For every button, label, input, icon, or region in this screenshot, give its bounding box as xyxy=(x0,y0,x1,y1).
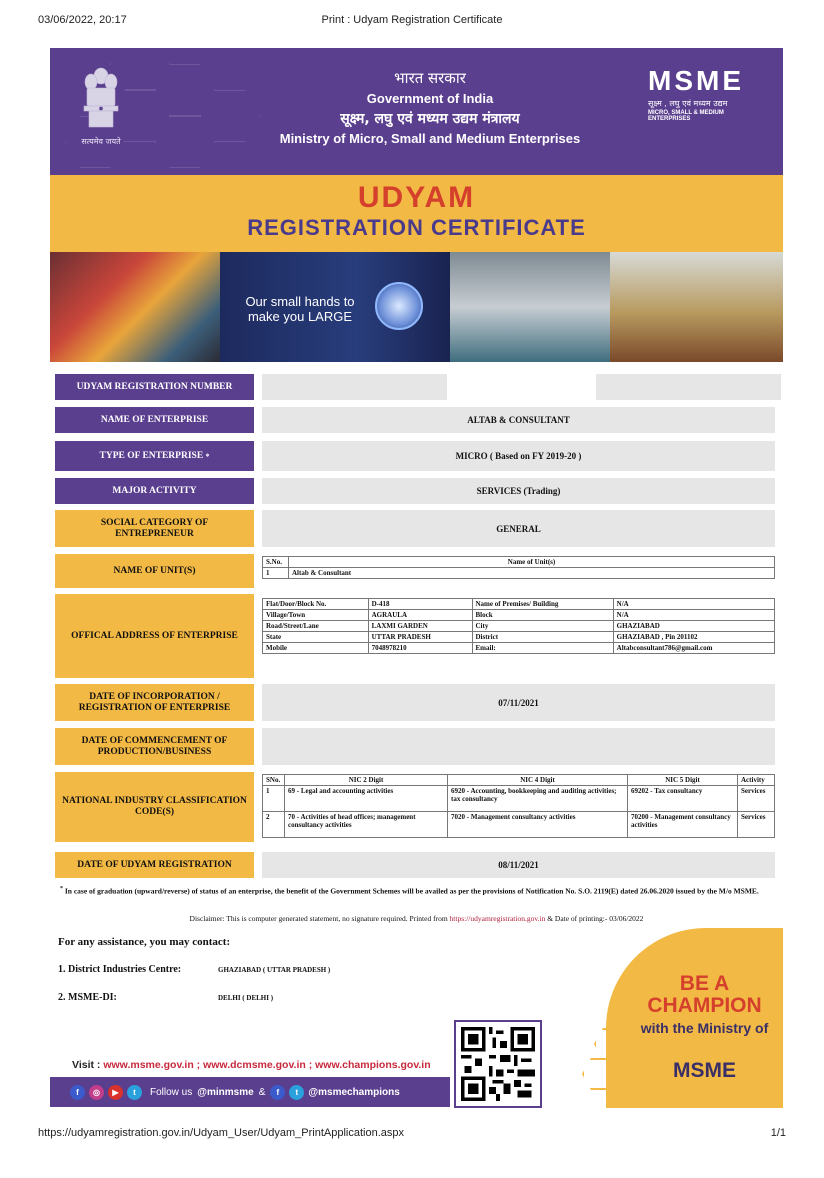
registration-number-box-1 xyxy=(262,374,447,400)
table-row: Flat/Door/Block No. D-418 Name of Premises/ Building N/A xyxy=(263,599,775,610)
enterprise-type-value: MICRO ( Based on FY 2019-20 ) xyxy=(262,441,775,471)
twitter-icon[interactable]: t xyxy=(127,1085,142,1100)
artisan-photo xyxy=(50,252,220,362)
address-table xyxy=(262,598,775,654)
enterprise-name-value: ALTAB & CONSULTANT xyxy=(262,407,775,433)
official-address-label: OFFICAL ADDRESS OF ENTERPRISE xyxy=(55,594,254,678)
certificate-title xyxy=(50,175,783,252)
msme-di-value: DELHI ( DELHI ) xyxy=(218,994,274,1002)
hindi-government-text: भारत सरकार xyxy=(394,69,466,87)
incorporation-date-label: DATE OF INCORPORATION / REGISTRATION OF ENTERPRISE xyxy=(55,684,254,721)
graduation-footnote: * In case of graduation (upward/reverse) of status of an enterprise, the benefit of the Government Schemes will be availed as per the provisions of Notification No. S.O. 2119(E) dated 26.06.2020 issued by the M/o MSME. xyxy=(60,886,759,896)
government-title xyxy=(210,68,650,146)
row-enterprise-type xyxy=(55,441,775,471)
commencement-date-label: DATE OF COMMENCEMENT OF PRODUCTION/BUSINESS xyxy=(55,728,254,765)
visit-links: Visit : www.msme.gov.in ; www.dcmsme.gov.in ; www.champions.gov.in xyxy=(72,1059,431,1071)
row-registration-number xyxy=(55,374,775,400)
udyam-portal-link[interactable]: https://udyamregistration.gov.in xyxy=(449,914,546,923)
registration-number-box-2 xyxy=(596,374,781,400)
assistance-heading: For any assistance, you may contact: xyxy=(58,936,231,948)
qr-code xyxy=(454,1020,542,1108)
row-incorporation-date xyxy=(55,684,775,721)
udyam-certificate xyxy=(50,48,783,1108)
enterprise-type-label: TYPE OF ENTERPRISE * xyxy=(55,441,254,471)
row-social-category xyxy=(55,510,775,547)
nic-header-4digit: NIC 4 Digit xyxy=(448,775,628,786)
national-emblem-icon xyxy=(78,64,124,134)
contact-msme-di: 2. MSME-DI: DELHI ( DELHI ) xyxy=(58,992,274,1003)
udyam-date-value: 08/11/2021 xyxy=(262,852,775,878)
banner-photo-strip xyxy=(50,252,783,362)
twitter-icon[interactable]: t xyxy=(289,1085,304,1100)
unit-names-table-wrap xyxy=(262,554,775,588)
champion-panel xyxy=(606,928,783,1108)
row-nic-codes xyxy=(55,772,775,842)
champion-subheading: with the Ministry of xyxy=(640,1020,769,1036)
farm-photo xyxy=(610,252,783,362)
udyam-date-label: DATE OF UDYAM REGISTRATION xyxy=(55,852,254,878)
handle-minmsme[interactable]: @minmsme xyxy=(197,1086,254,1098)
tagline-text: Our small hands to make you LARGE xyxy=(245,294,355,324)
nic-table xyxy=(262,774,775,838)
registration-number-label: UDYAM REGISTRATION NUMBER xyxy=(55,374,254,400)
msme-logo: MSME सूक्ष्म , लघु एवं मध्यम उद्यम MICRO, SMALL & MEDIUM ENTERPRISES xyxy=(648,65,744,122)
nic-table-wrap xyxy=(262,772,775,842)
nic-header-5digit: NIC 5 Digit xyxy=(628,775,738,786)
print-page-count: 1/1 xyxy=(770,1127,786,1139)
champion-msme: MSME xyxy=(673,1059,736,1082)
hindi-ministry-text: सूक्ष्म, लघु एवं मध्यम उद्यम मंत्रालय xyxy=(340,111,520,127)
address-table-wrap xyxy=(262,594,775,678)
table-row: 1 69 - Legal and accounting activities 6920 - Accounting, bookkeeping and auditing activities; tax consultancy 69202 - Tax consultancy Services xyxy=(263,786,775,812)
unit-names-label: NAME OF UNIT(S) xyxy=(55,554,254,588)
units-header-name: Name of Unit(s) xyxy=(289,557,775,568)
table-row: Road/Street/Lane LAXMI GARDEN City GHAZIABAD xyxy=(263,621,775,632)
table-row: 2 70 - Activities of head offices; management consultancy activities 7020 - Management consultancy activities 70200 - Management consultancy activities Services xyxy=(263,812,775,838)
facebook-icon[interactable]: f xyxy=(70,1085,85,1100)
nic-header-activity: Activity xyxy=(738,775,775,786)
row-major-activity xyxy=(55,478,775,504)
government-banner xyxy=(50,48,783,175)
emblem-caption: सत्यमेव जयते xyxy=(81,137,121,146)
disclaimer: Disclaimer: This is computer generated statement, no signature required. Printed from https://udyamregistration.gov.in & Date of printing:- 03/06/2022 xyxy=(189,914,644,923)
row-commencement-date xyxy=(55,728,775,765)
type-footnote-marker: * xyxy=(205,451,210,461)
hands-globe-icon xyxy=(375,282,423,330)
registration-certificate-title: REGISTRATION CERTIFICATE xyxy=(247,215,586,240)
print-header xyxy=(38,14,786,30)
print-datetime: 03/06/2022, 20:17 xyxy=(38,14,127,26)
incorporation-date-value: 07/11/2021 xyxy=(262,684,775,721)
facebook-icon[interactable]: f xyxy=(270,1085,285,1100)
enterprise-name-label: NAME OF ENTERPRISE xyxy=(55,407,254,433)
table-row: 1 Altab & Consultant xyxy=(263,568,775,579)
registration-number-value xyxy=(262,374,775,400)
units-header-sno: S.No. xyxy=(263,557,289,568)
row-unit-names xyxy=(55,554,775,588)
dic-value: GHAZIABAD ( UTTAR PRADESH ) xyxy=(218,966,331,974)
unit-names-table xyxy=(262,556,775,579)
social-category-label: SOCIAL CATEGORY OF ENTREPRENEUR xyxy=(55,510,254,547)
commencement-date-value xyxy=(262,728,775,765)
row-official-address xyxy=(55,594,775,678)
print-footer xyxy=(38,1127,786,1143)
major-activity-label: MAJOR ACTIVITY xyxy=(55,478,254,504)
social-category-value: GENERAL xyxy=(262,510,775,547)
print-page-title: Print : Udyam Registration Certificate xyxy=(321,14,503,26)
nic-header-sno: SNo. xyxy=(263,775,285,786)
handle-msmechampions[interactable]: @msmechampions xyxy=(308,1086,400,1098)
government-of-india-text: Government of India xyxy=(366,91,494,106)
print-url: https://udyamregistration.gov.in/Udyam_User/Udyam_PrintApplication.aspx xyxy=(38,1127,405,1139)
champion-heading: BE A CHAMPION xyxy=(647,972,762,1017)
table-row: State UTTAR PRADESH District GHAZIABAD , Pin 201102 xyxy=(263,632,775,643)
instagram-icon[interactable]: ◎ xyxy=(89,1085,104,1100)
udyam-title: UDYAM xyxy=(357,181,476,214)
nic-codes-label: NATIONAL INDUSTRY CLASSIFICATION CODE(S) xyxy=(55,772,254,842)
table-row: Mobile 7048978210 Email: Altabconsultant786@gmail.com xyxy=(263,643,775,654)
follow-us-bar: f ◎ ▶ t Follow us @minmsme & f t @msmechampions xyxy=(50,1077,450,1107)
ministry-text: Ministry of Micro, Small and Medium Enterprises xyxy=(279,131,581,146)
major-activity-value: SERVICES (Trading) xyxy=(262,478,775,504)
office-photo xyxy=(450,252,610,362)
row-enterprise-name xyxy=(55,407,775,433)
nic-header-2digit: NIC 2 Digit xyxy=(285,775,448,786)
contact-dic: 1. District Industries Centre: GHAZIABAD ( UTTAR PRADESH ) xyxy=(58,964,331,975)
table-row: Village/Town AGRAULA Block N/A xyxy=(263,610,775,621)
row-udyam-registration-date xyxy=(55,852,775,878)
website-links[interactable]: www.msme.gov.in ; www.dcmsme.gov.in ; www.champions.gov.in xyxy=(103,1059,431,1071)
youtube-icon[interactable]: ▶ xyxy=(108,1085,123,1100)
follow-us-label: Follow us xyxy=(150,1086,193,1098)
